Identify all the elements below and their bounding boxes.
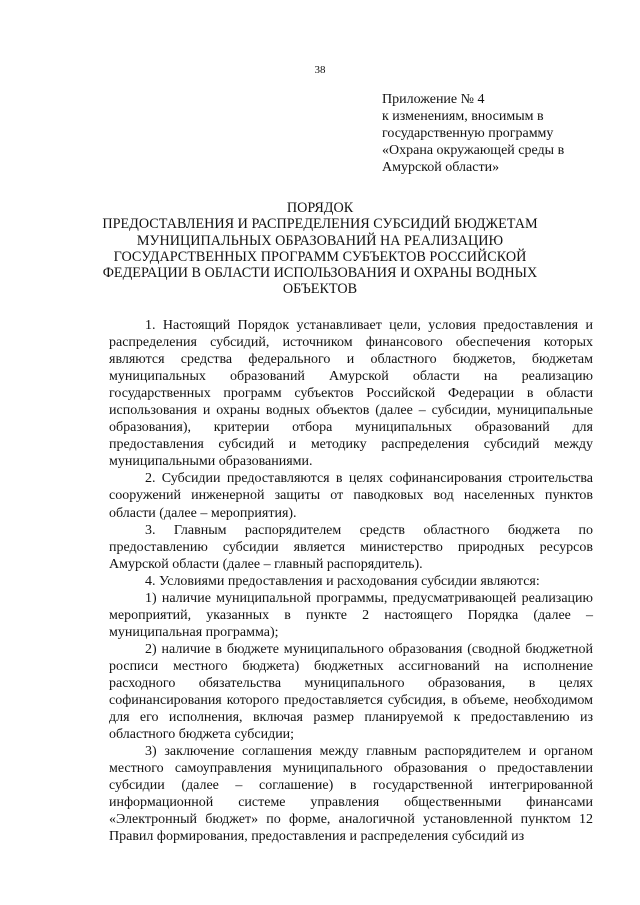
paragraph-4-item-2: 2) наличие в бюджете муниципального образования (сводной бюджетной росписи местного бюджета) бюджетных ассигнований на исполнение расходного обязательства муниципального образования, в целях софинансирования которого предоставляется субсидия, в объеме, необходимом для его исполнения, включая размер планируемой к предоставлению из областного бюджета субсидии; [109,641,593,743]
paragraph-3: 3. Главным распорядителем средств областного бюджета по предоставлению субсидии является министерство природных ресурсов Амурской области (далее – главный распорядитель). [109,522,593,572]
appendix-line: Приложение № 4 [382,92,485,107]
paragraph-4-item-1: 1) наличие муниципальной программы, предусматривающей реализацию мероприятий, указанных в пункте 2 настоящего Порядка (далее – муниципальная программа); [109,590,593,640]
appendix-header [382,91,632,176]
paragraph-1: 1. Настоящий Порядок устанавливает цели, условия предоставления и распределения субсидий, источником финансового обеспечения которых являются средства федерального и областного бюджетов, бюджетам муниципальных образований Амурской области на реализацию государственных программ субъектов Российской Федерации в области использования и охраны водных объектов (далее – субсидии, муниципальные образования), критерии отбора муниципальных образований для предоставления субсидий и методику распределения субсидий между муниципальными образованиями. [109,318,593,470]
appendix-line: к изменениям, вносимым в [382,109,544,124]
title-line: ПРЕДОСТАВЛЕНИЯ И РАСПРЕДЕЛЕНИЯ СУБСИДИЙ БЮДЖЕТАМ [102,216,538,233]
title-line: ОБЪЕКТОВ [282,281,358,298]
appendix-line: государственную программу [382,126,554,141]
paragraph-2: 2. Субсидии предоставляются в целях софинансирования строительства сооружений инженерной защиты от паводковых вод населенных пунктов области (далее – мероприятия). [109,471,593,521]
title-line: ГОСУДАРСТВЕННЫХ ПРОГРАММ СУБЪЕКТОВ РОССИЙСКОЙ [113,248,527,265]
page-number: 38 [314,64,326,76]
appendix-line: «Охрана окружающей среды в [382,143,565,158]
title-line: МУНИЦИПАЛЬНЫХ ОБРАЗОВАНИЙ НА РЕАЛИЗАЦИЮ [136,232,504,249]
document-body [109,317,593,845]
paragraph-4: 4. Условиями предоставления и расходования субсидии являются: [145,573,540,589]
title-line: ПОРЯДОК [286,200,354,216]
paragraph-4-item-3: 3) заключение соглашения между главным распорядителем и органом местного самоуправления муниципального образования о предоставлении субсидии (далее – соглашение) в государственной интегрированной информационной системе управления общественными финансами «Электронный бюджет» по форме, аналогичной установленной пунктом 12 Правил формирования, предоставления и распределения субсидий из [109,744,593,845]
appendix-line: Амурской области» [382,160,500,175]
document-title [100,200,540,298]
title-line: ФЕДЕРАЦИИ В ОБЛАСТИ ИСПОЛЬЗОВАНИЯ И ОХРАНЫ ВОДНЫХ [102,265,538,282]
